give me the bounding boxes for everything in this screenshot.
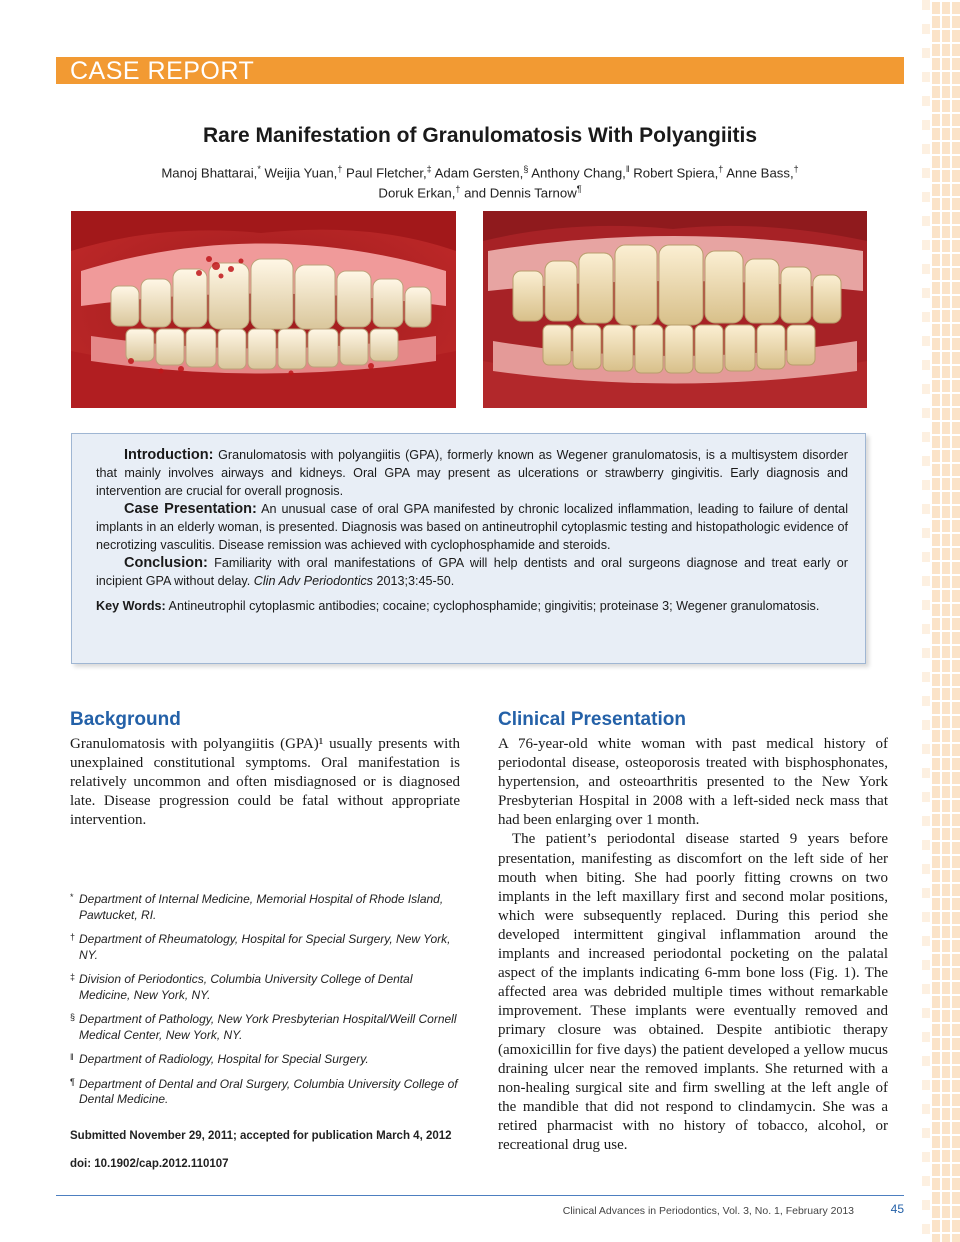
article-title: Rare Manifestation of Granulomatosis With Polyangiitis — [202, 124, 758, 147]
abstract-conclusion-text: Familiarity with oral manifestations of GPA will help dentists and oral surgeons diagnose and treat early or incipient GPA without delay. — [96, 556, 848, 588]
clinical-paragraph-2: The patient’s periodontal disease started 9 years before presentation, manifesting as discomfort on the left side of her mouth when biting. She had poorly fitting crowns on two implants in the left maxillary first and second molar positions, which were subsequently replaced. During this period she developed intermittent gingival inflammation around the implants and increased periodontal pocketing on the palatal aspect of the implants indicating 6-mm bone loss (Fig. 1). The affected area was debrided multiple times without remarkable improvement. These implants were eventually removed and primary closure was obtained. Despite antibiotic therapy (amoxicillin for five days) the patient developed a yellow mucus draining ulcer near the removed implants. She returned with a non-healing surgical site and firm swelling at the left angle of the mandible that did not respond to clindamycin. She was a retired pharmacist with no history of tobacco, alcohol, or recreational drug use. — [498, 831, 888, 1153]
background-paragraph: Granulomatosis with polyangiitis (GPA)¹ usually presents with unexplained constitutional symptoms. Oral manifestation is relatively uncommon and often misdiagnosed or is diagnosed late. Disease progression could be fatal without appropriate intervention. — [70, 736, 460, 829]
page-number: 45 — [890, 1202, 904, 1216]
footnote-text: Division of Periodontics, Columbia University College of Dental Medicine, New York, NY. — [79, 972, 413, 1002]
journal-footer: Clinical Advances in Periodontics, Vol. 3, No. 1, February 2013 — [562, 1205, 854, 1217]
clinical-presentation-section — [498, 709, 888, 1155]
section-banner — [56, 57, 904, 84]
author-line-2 — [130, 181, 830, 201]
footnote-item — [70, 932, 460, 963]
abstract-intro-heading: Introduction: — [124, 447, 214, 463]
clinical-presentation-body — [498, 735, 888, 1155]
decorative-edge-pattern — [930, 0, 960, 1242]
author-name: Adam Gersten, — [431, 165, 524, 181]
background-heading: Background — [70, 709, 181, 730]
abstract-text — [96, 446, 848, 615]
footnote-mark: ‡ — [70, 972, 76, 982]
author-name: Anne Bass, — [723, 165, 794, 181]
abstract-case-text: An unusual case of oral GPA manifested by chronic localized inflammation, leading to failure of dental implants in an elderly woman, is presented. Diagnosis was based on antineutrophil cytoplasmic testing and histopathologic evidence of necrotizing vasculitis. Disease remission was achieved with cyclophosphamide and steroids. — [96, 502, 848, 552]
author-name: Doruk Erkan, — [378, 185, 456, 201]
footnote-text: Department of Pathology, New York Presbyterian Hospital/Weill Cornell Medical Center, New York, NY. — [79, 1012, 457, 1042]
abstract-introduction — [96, 446, 848, 500]
abstract-conclusion — [96, 554, 848, 590]
footnote-item — [70, 892, 460, 923]
author-affiliation-mark: † — [337, 164, 343, 174]
footnote-mark: ‖ — [70, 1052, 74, 1062]
author-affiliation-mark: ‖ — [625, 164, 630, 174]
clinical-presentation-heading: Clinical Presentation — [498, 709, 686, 730]
author-name: Manoj Bhattarai, — [161, 165, 258, 181]
abstract-conclusion-heading: Conclusion: — [124, 555, 208, 571]
author-name: Paul Fletcher, — [342, 165, 427, 181]
abstract-box — [71, 433, 866, 664]
affiliation-footnotes — [70, 892, 460, 1117]
key-words-heading: Key Words: — [96, 599, 166, 613]
abstract-citation-ref: 2013;3:45-50. — [372, 574, 455, 588]
author-name: Robert Spiera, — [629, 165, 719, 181]
footnote-text: Department of Rheumatology, Hospital for Special Surgery, New York, NY. — [79, 932, 451, 962]
author-name: Anthony Chang, — [528, 165, 626, 181]
footnote-item — [70, 1012, 460, 1043]
author-line-1 — [130, 161, 830, 181]
submission-dates: Submitted November 29, 2011; accepted for publication March 4, 2012 — [70, 1130, 452, 1142]
footer-divider — [56, 1195, 904, 1196]
author-affiliation-mark: † — [455, 184, 461, 195]
footnote-text: Department of Internal Medicine, Memorial Hospital of Rhode Island, Pawtucket, RI. — [79, 892, 444, 922]
abstract-citation-journal: Clin Adv Periodontics — [250, 574, 373, 588]
banner-label: CASE REPORT — [70, 57, 255, 85]
decorative-edge-strip — [922, 0, 930, 1242]
clinical-paragraph-1: A 76-year-old white woman with past medical history of periodontal disease, osteoporosis treated with bisphosphonates, hypertension, and osteoarthritis presented to the New York Presbyterian Hospital in 2008 with a left-sided neck mass that had been enlarging over 1 month. — [498, 736, 888, 829]
footnote-mark: § — [70, 1012, 76, 1022]
footnote-item — [70, 972, 460, 1003]
footnote-item — [70, 1077, 460, 1108]
author-affiliation-mark: † — [718, 164, 724, 174]
abstract-case-presentation — [96, 500, 848, 554]
clinical-photo-inflamed-gingiva-icon — [71, 211, 456, 408]
abstract-case-heading: Case Presentation: — [124, 501, 257, 517]
abstract-key-words — [96, 597, 848, 615]
background-body — [70, 735, 460, 830]
author-affiliation-mark: ¶ — [576, 184, 582, 195]
doi-link[interactable]: doi: 10.1902/cap.2012.110107 — [70, 1158, 229, 1170]
footnote-item — [70, 1052, 460, 1068]
abstract-intro-text: Granulomatosis with polyangiitis (GPA), formerly known as Wegener granulomatosis, is a multisystem disorder that mainly involves airways and kidneys. Oral GPA may present as ulcerations or strawberry gingivitis. Early diagnosis and intervention are crucial for overall prognosis. — [96, 448, 848, 498]
author-affiliation-mark: * — [257, 164, 261, 174]
background-section — [70, 709, 460, 830]
author-affiliation-mark: ‡ — [426, 164, 432, 174]
author-affiliation-mark: † — [793, 164, 799, 174]
author-list — [130, 161, 830, 202]
footnote-mark: ¶ — [70, 1076, 75, 1087]
clinical-photo-right — [483, 211, 867, 408]
clinical-photo-left — [71, 211, 456, 408]
author-name: Weijia Yuan, — [260, 165, 338, 181]
author-affiliation-mark: § — [523, 164, 529, 174]
clinical-photo-healed-gingiva-icon — [483, 211, 867, 408]
footnote-mark: * — [70, 892, 74, 902]
footnote-text: Department of Dental and Oral Surgery, Columbia University College of Dental Medicine. — [79, 1076, 458, 1106]
footnote-mark: † — [70, 932, 76, 942]
footnote-text: Department of Radiology, Hospital for Special Surgery. — [79, 1052, 369, 1066]
author-name: and Dennis Tarnow — [460, 185, 577, 201]
key-words-text: Antineutrophil cytoplasmic antibodies; cocaine; cyclophosphamide; gingivitis; proteinase 3; Wegener granulomatosis. — [165, 599, 820, 613]
